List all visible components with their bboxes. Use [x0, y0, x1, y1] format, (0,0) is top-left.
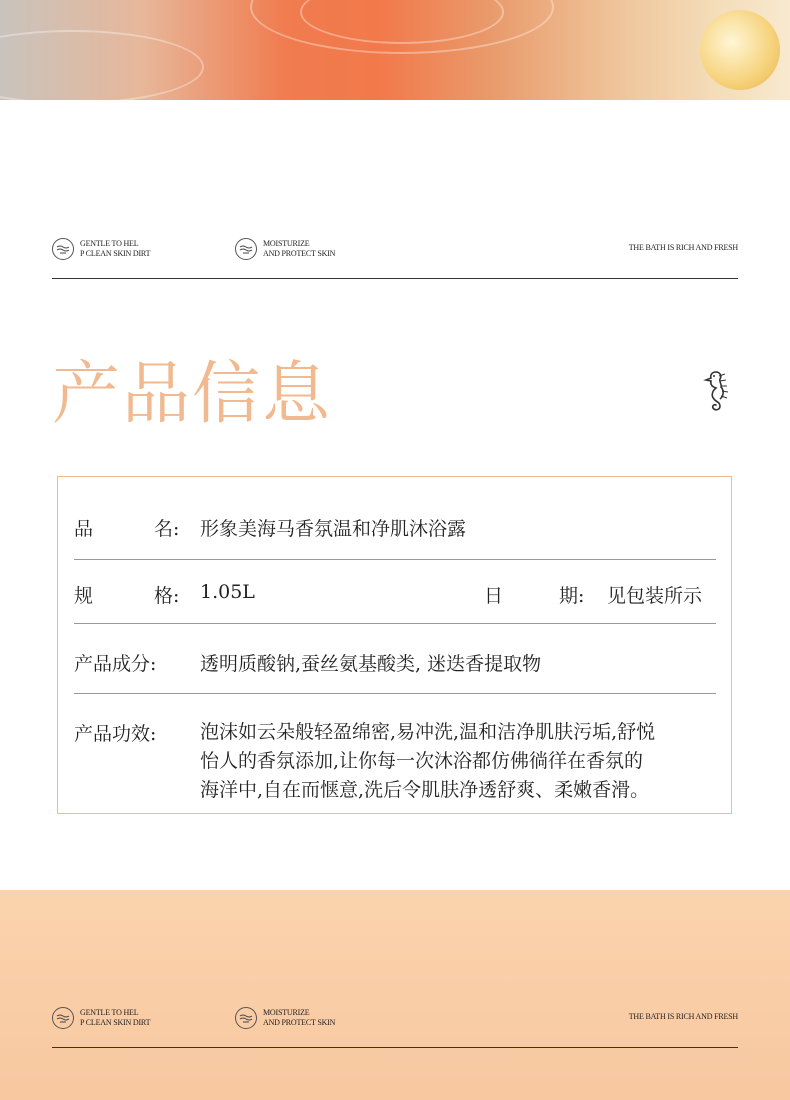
divider	[74, 623, 716, 624]
divider	[74, 559, 716, 560]
divider	[74, 693, 716, 694]
hero-image	[0, 0, 790, 100]
wave-logo-icon	[235, 238, 257, 260]
seahorse-icon	[700, 368, 734, 416]
effect-label: 产品功效:	[74, 723, 157, 745]
wave-logo-icon	[52, 238, 74, 260]
feature-line: AND PROTECT SKIN	[263, 1018, 336, 1027]
wave-logo-icon	[52, 1007, 74, 1029]
label-char: 日	[484, 585, 504, 607]
feature-line: GENTLE TO HEL	[80, 239, 139, 248]
feature-line: P CLEAN SKIN DIRT	[80, 249, 151, 258]
product-name-value: 形象美海马香氛温和净肌沐浴露	[200, 518, 467, 540]
effect-text	[200, 718, 720, 805]
bottom-band	[0, 890, 790, 1100]
feature-tagline: THE BATH IS RICH AND FRESH	[628, 1012, 738, 1021]
label-char: 名:	[154, 518, 180, 540]
label-char: 规	[74, 585, 94, 607]
date-value: 见包装所示	[607, 585, 703, 607]
label-char: 品	[74, 518, 94, 540]
ingredients-value: 透明质酸钠,蚕丝氨基酸类, 迷迭香提取物	[200, 653, 542, 675]
feature-line: MOISTURIZE	[263, 239, 310, 248]
feature-line: GENTLE TO HEL	[80, 1008, 139, 1017]
divider	[52, 278, 738, 279]
feature-item	[52, 1007, 150, 1029]
effect-line: 怡人的香氛添加,让你每一次沐浴都仿佛徜徉在香氛的	[200, 750, 644, 772]
feature-line: AND PROTECT SKIN	[263, 249, 336, 258]
page-title: 产品信息	[52, 355, 333, 434]
feature-strip-bottom	[52, 1007, 738, 1047]
feature-line: P CLEAN SKIN DIRT	[80, 1018, 151, 1027]
feature-item	[235, 238, 335, 260]
feature-line: MOISTURIZE	[263, 1008, 310, 1017]
product-info-box	[57, 476, 732, 814]
feature-tagline: THE BATH IS RICH AND FRESH	[628, 243, 738, 252]
label-char: 格:	[154, 585, 180, 607]
feature-item	[52, 238, 150, 260]
divider	[52, 1047, 738, 1048]
effect-line: 泡沫如云朵般轻盈绵密,易冲洗,温和洁净肌肤污垢,舒悦	[200, 721, 656, 743]
ingredients-label: 产品成分:	[74, 653, 157, 675]
spec-value: 1.05L	[200, 581, 255, 603]
effect-line: 海洋中,自在而惬意,洗后令肌肤净透舒爽、柔嫩香滑。	[200, 779, 650, 801]
feature-item	[235, 1007, 335, 1029]
feature-strip-top	[52, 238, 738, 278]
wave-logo-icon	[235, 1007, 257, 1029]
label-char: 期:	[559, 585, 585, 607]
